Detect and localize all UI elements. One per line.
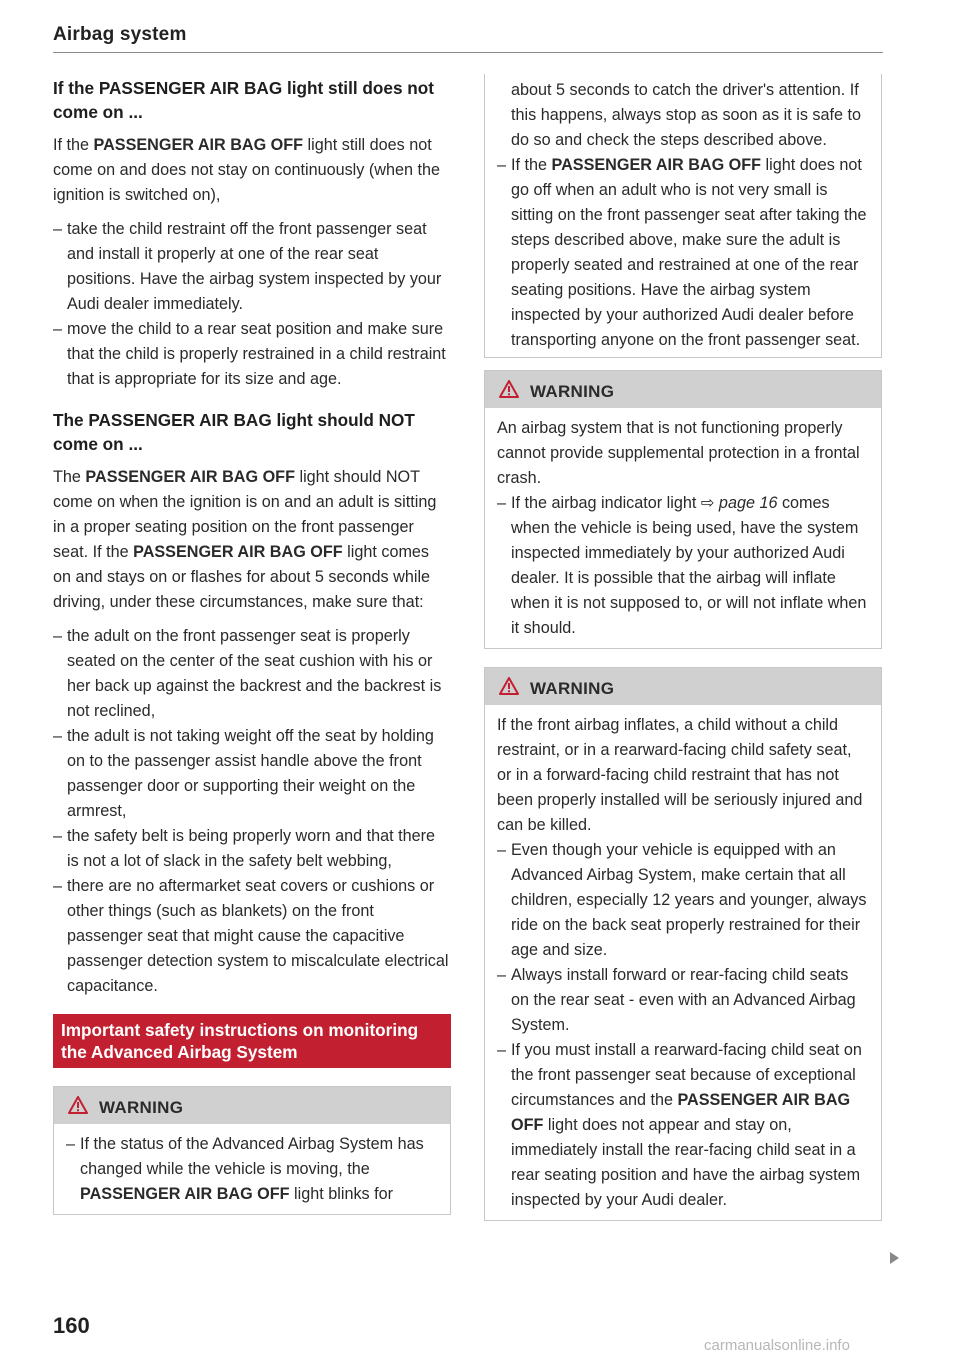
warning-body: [485, 705, 881, 1220]
warning-label: WARNING: [530, 679, 615, 698]
list-item: [66, 1132, 438, 1207]
warning-body: [54, 1124, 450, 1214]
bold-term: PASSENGER AIR BAG OFF: [133, 543, 343, 561]
list-item: – move the child to a rear seat position and make sure that the child is properly restrained in a child restraint that is appropriate for its size and age.: [53, 317, 451, 392]
text: light does not appear and stay on, immediately install the rear-facing child seat in a rear seating position and have the airbag system inspected by your Audi dealer.: [511, 1116, 861, 1209]
chapter-title: Airbag system: [53, 24, 187, 45]
list-item: [497, 491, 869, 641]
watermark: carmanualsonline.info: [704, 1337, 850, 1354]
list-item: – Always install forward or rear-facing child seats on the rear seat - even with an Advanced Airbag System.: [497, 963, 869, 1038]
warning-box-continued: [484, 74, 882, 358]
page-reference-link[interactable]: ⇨ page 16: [700, 494, 778, 512]
text: The: [53, 468, 86, 486]
warning-list: [497, 838, 869, 1213]
warning-triangle-icon: [499, 677, 519, 695]
list-item: [497, 153, 869, 353]
warning-paragraph: An airbag system that is not functioning properly cannot provide supplemental protection in a frontal crash.: [497, 419, 860, 487]
section-heading-should-not-come-on: The PASSENGER AIR BAG light should NOT come on ...: [53, 410, 415, 454]
section-title-important-safety: Important safety instructions on monitoring the Advanced Airbag System: [53, 1014, 451, 1068]
bold-term: PASSENGER AIR BAG OFF: [85, 468, 295, 486]
warning-header: [485, 371, 881, 408]
text: If you must install a rearward-facing child seat on the front passenger seat because of exceptional circumstances and the: [511, 1041, 862, 1109]
bold-term: PASSENGER AIR BAG OFF: [93, 136, 304, 154]
warning-body: [485, 408, 881, 648]
text: light still does not come on and does not stay on continuously (when the ignition is switched on),: [53, 136, 440, 204]
warning-list: [66, 1132, 438, 1207]
warning-list: [497, 491, 869, 641]
warning-header: [485, 668, 881, 705]
list-item: – Even though your vehicle is equipped with an Advanced Airbag System, make certain that all children, especially 12 years and younger, always ride on the back seat properly restrained for their age and size.: [497, 838, 869, 963]
warning-triangle-icon: [68, 1096, 88, 1114]
page-header: [53, 24, 883, 46]
text: light blinks for: [289, 1185, 394, 1203]
list-still-not-on: [53, 217, 451, 392]
warning-triangle-icon: [499, 380, 519, 398]
section-heading-still-not-on: If the PASSENGER AIR BAG light still does not come on ...: [53, 78, 435, 122]
left-column: [53, 76, 451, 1215]
text: light comes on and stays on or flashes for about 5 seconds while driving, under these circumstances, make sure that:: [53, 543, 431, 611]
warning-paragraph: If the front airbag inflates, a child without a child restraint, or in a rearward-facing child safety seat, or in a forward-facing child restraint that has not been properly installed will be seriously injured and can be killed.: [497, 716, 863, 834]
warning-label: WARNING: [530, 382, 615, 401]
bold-term: PASSENGER AIR BAG OFF: [551, 156, 762, 174]
warning-header: [54, 1087, 450, 1124]
text: light should NOT come on when the ignition is on and an adult is sitting in a proper seating position on the front passenger seat. If the: [53, 468, 437, 561]
continued-list: [497, 153, 869, 353]
warning-box-child-safety: [484, 667, 882, 1221]
warning-box-indicator: [484, 370, 882, 649]
bold-term: PASSENGER AIR BAG OFF: [80, 1185, 290, 1203]
list-item: – the safety belt is being properly worn and that there is not a lot of slack in the safety belt webbing,: [53, 824, 451, 874]
paragraph-still-not-on: [53, 133, 451, 208]
warning-box-left: [53, 1086, 451, 1215]
text: light does not go off when an adult who is not very small is sitting on the front passenger seat after taking the steps described above, make sure the adult is properly seated and restrained at one of the rear seating positions. Have the airbag system inspected by your authorized Audi dealer before transporting anyone on the front passenger seat.: [511, 156, 867, 349]
text: comes when the vehicle is being used, have the system inspected immediately by your authorized Audi dealer. It is possible that the airbag will inflate when it is not supposed to, or will not inflate when it should.: [511, 494, 867, 637]
list-item: – the adult is not taking weight off the seat by holding on to the passenger assist handle above the front passenger door or supporting their weight on the armrest,: [53, 724, 451, 824]
continued-text: about 5 seconds to catch the driver's attention. If this happens, always stop as soon as it is safe to do so and check the steps described above.: [511, 81, 862, 149]
text: If the status of the Advanced Airbag System has changed while the vehicle is moving, the: [80, 1135, 424, 1178]
right-column: [484, 76, 882, 1221]
list-item: – there are no aftermarket seat covers or cushions or other things (such as blankets) on the front passenger seat that might cause the capacitive passenger detection system to miscalculate electrical capacitance.: [53, 874, 451, 999]
page-number: 160: [53, 1313, 90, 1338]
warning-label: WARNING: [99, 1098, 184, 1117]
text: If the airbag indicator light: [511, 494, 701, 512]
list-item: – the adult on the front passenger seat is properly seated on the center of the seat cushion with his or her back up against the backrest and the backrest is not reclined,: [53, 624, 451, 724]
bold-term: PASSENGER AIR BAG OFF: [511, 1091, 851, 1134]
list-circumstances: [53, 624, 451, 999]
text: If the: [511, 156, 552, 174]
list-item: – take the child restraint off the front passenger seat and install it properly at one of the rear seat positions. Have the airbag system inspected by your Audi dealer immediately.: [53, 217, 451, 317]
list-item: [497, 1038, 869, 1213]
continue-arrow-icon: [890, 1252, 899, 1264]
paragraph-should-not-come-on: [53, 465, 451, 615]
header-rule: [53, 52, 883, 53]
text: If the: [53, 136, 94, 154]
